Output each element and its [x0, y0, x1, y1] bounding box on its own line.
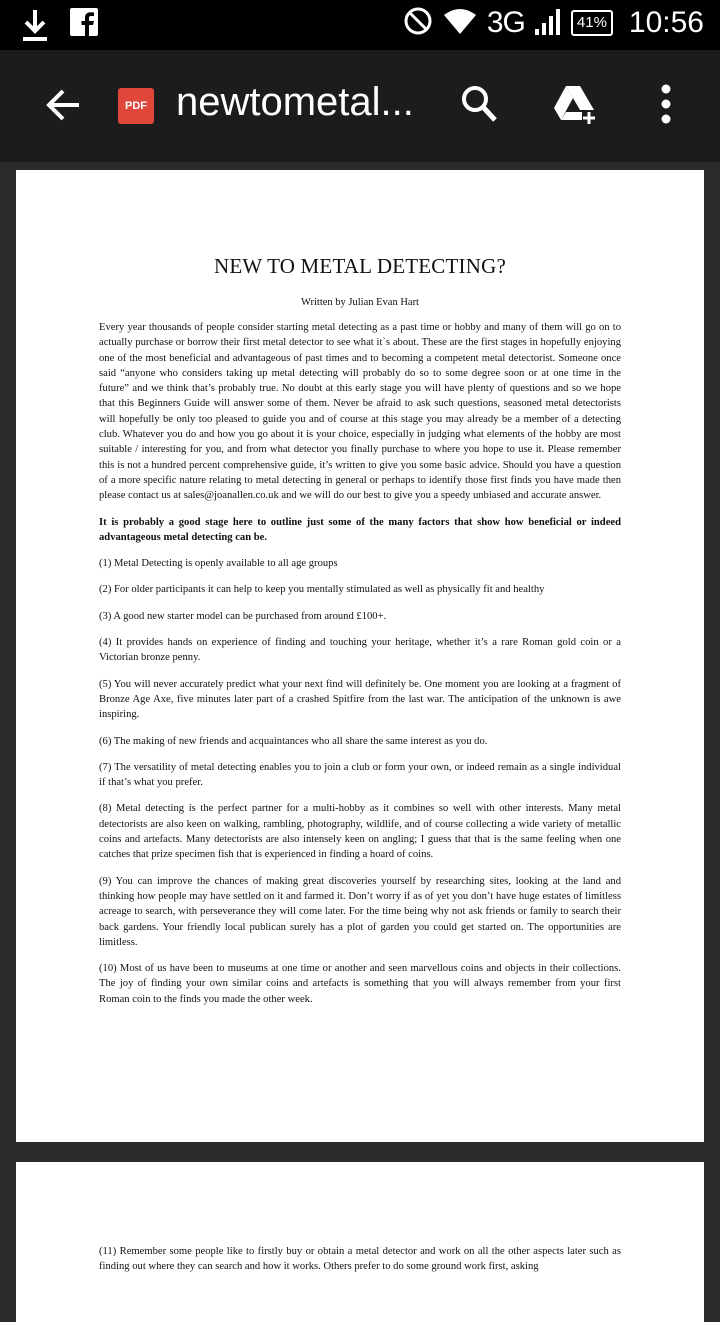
- wifi-icon: [443, 7, 477, 39]
- pdf-page-2[interactable]: [16, 1162, 704, 1322]
- list-item: (7) The versatility of metal detecting enables you to join a club or form your own, or indeed remain as a single individual if that’s what you prefer.: [99, 761, 621, 789]
- page-content: [99, 254, 621, 1018]
- battery-indicator: 41%: [571, 10, 613, 36]
- pdf-page-1[interactable]: [16, 170, 704, 1142]
- list-item: (5) You will never accurately predict what your next find will definitely be. One moment you are looking at a fragment of Bronze Age Axe, five minutes later part of a crashed Spitfire from the last war. The anticipation of the unknown is awe inspiring.: [99, 678, 621, 721]
- list-item: (3) A good new starter model can be purchased from around £100+.: [99, 610, 387, 622]
- list-item: (1) Metal Detecting is openly available to all age groups: [99, 558, 338, 570]
- document-heading: NEW TO METAL DETECTING?: [213, 254, 506, 278]
- intro-paragraph: Every year thousands of people consider starting metal detecting as a past time or hobby and many of them will go on to actually purchase or borrow their first metal detector to see what it`s about. These are the first stages in hopefully enjoying one of the most beneficial and advantageous of past times and to becoming a competent metal detectorist. Someone once said “anyone who considers taking up metal detecting will probably do so to some degree soon or at one time in the future” and we think that’s probably true. No doubt at this early stage you will have plenty of questions and so we hope that this Beginners Guide will answer some of them. Never be afraid to ask such questions, seasoned metal detectorists will hopefully be only too pleased to guide you and of course at this stage you may already be a member of a detecting club. Whatever you do and how you go about it is your choice, especially in judging what elements of the hobby are most suitable / interesting for you, and from what detector you finally purchase to where you hope to use it. Please remember this is not a hundred percent comprehensive guide, it’s written to give you some basic advice. Should you have a question of a more specific nature relating to metal detecting in general or perhaps to identify those first finds you have made then please contact us at sales@joanallen.co.uk and we will do our best to give you a speedy unbiased and accurate answer.: [99, 322, 621, 502]
- do-not-disturb-icon: [403, 6, 433, 40]
- signal-icon: [535, 7, 561, 39]
- download-icon: [20, 8, 50, 46]
- pdf-file-icon: PDF: [118, 88, 154, 124]
- document-title: newtometal...: [176, 80, 414, 124]
- search-icon[interactable]: [460, 84, 498, 128]
- more-options-icon[interactable]: [660, 84, 672, 128]
- list-item: (9) You can improve the chances of making great discoveries yourself by researching sites, looking at the land and thinking how people may have settled on it and farmed it. Don’t worry if as of yet you don’t have huge estates of limitless acreage to search, with perseverance they will come later. For the time being why not ask friends or family to search their back gardens. Your friendly local publican surely has a plot of garden you could get started on. The opportunities are limitless.: [99, 875, 621, 948]
- network-type: 3G: [486, 6, 525, 39]
- list-item: (4) It provides hands on experience of finding and touching your heritage, whether it’s a rare Roman gold coin or a Victorian bronze penny.: [99, 637, 621, 664]
- clock: 10:56: [628, 6, 704, 39]
- list-item: (8) Metal detecting is the perfect partner for a multi-hobby as it combines so well with other interests. Many metal detectorists are also keen on walking, rambling, photography, wildlife, and of course collecting a wide variety of metallic coins and artefacts. Many detectorists are also intensely keen on angling; I guess that that is the same feeling when one catches that prize specimen fish that is experienced in finding a hoard of coins.: [99, 803, 621, 861]
- page-content: [99, 1244, 621, 1286]
- list-item: (2) For older participants it can help to keep you mentally stimulated as well as physically fit and healthy: [99, 584, 545, 596]
- list-item: (10) Most of us have been to museums at one time or another and seen marvellous coins and objects in their collections. The joy of finding your own similar coins and artefacts is something that you will always remember from your first Roman coin to the finds you made the other week.: [99, 963, 621, 1005]
- app-toolbar: [0, 50, 720, 162]
- add-to-drive-icon[interactable]: [552, 84, 598, 130]
- bold-intro-paragraph: It is probably a good stage here to outline just some of the many factors that show how beneficial or indeed advantageous metal detecting can be.: [99, 516, 621, 543]
- facebook-icon: [70, 8, 98, 46]
- author-line: Written by Julian Evan Hart: [301, 297, 419, 308]
- list-item: (6) The making of new friends and acquaintances who all share the same interest as you do.: [99, 735, 488, 747]
- back-arrow-icon[interactable]: [44, 86, 82, 128]
- status-bar: [0, 0, 720, 50]
- list-item: (11) Remember some people like to firstly buy or obtain a metal detector and work on all the other aspects later such as finding out where they can search and how it works. Others prefer to do some ground work first, asking: [99, 1246, 621, 1273]
